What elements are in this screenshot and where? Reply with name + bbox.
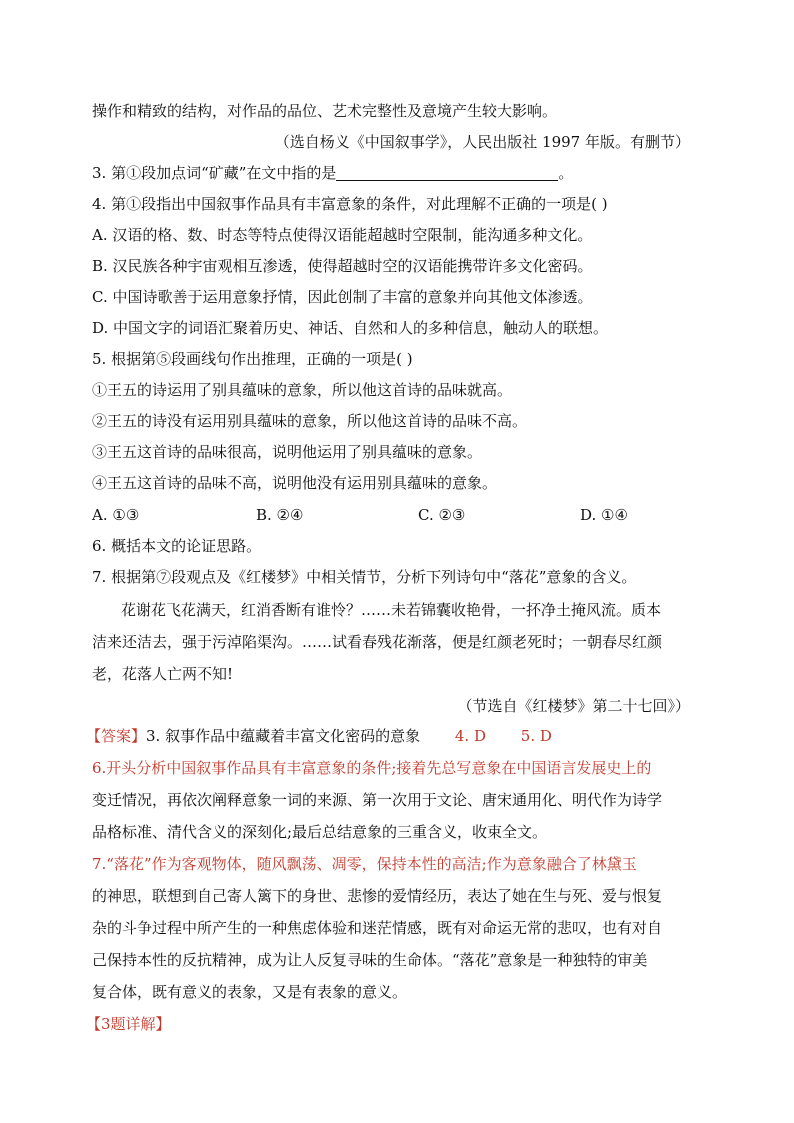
answer-blank[interactable] [336,166,558,181]
question-3-end: 。 [558,164,574,182]
source-citation: （选自杨义《中国叙事学》，人民出版社 1997 年版。有删节） [274,133,690,151]
answer-4: 4. D [454,727,486,745]
answer-row [86,726,552,746]
poem-line: 洁来还洁去，强于污淖陷渠沟。……试看春残花渐落，便是红颜老死时；一朝春尽红颜 [92,633,663,651]
answer-6-line: 变迁情况，再依次阐释意象一词的来源、第一次用于文论、唐宋通用化、明代作为诗学 [92,791,663,809]
answer-7-line: 杂的斗争过程中所产生的一种焦虑体验和迷茫情感，既有对命运无常的悲叹，也有对自 [92,919,663,937]
choice-d: D. ①④ [580,506,628,524]
question-4: 4. 第①段指出中国叙事作品具有丰富意象的条件，对此理解不正确的一项是( ) [92,195,608,213]
option-c: C. 中国诗歌善于运用意象抒情，因此创制了丰富的意象并向其他文体渗透。 [92,288,593,306]
answer-3: 3. 叙事作品中蕴藏着丰富文化密码的意象 [146,727,421,745]
statement-1: ①王五的诗运用了别具蕴味的意象，所以他这首诗的品味就高。 [92,381,513,399]
option-b: B. 汉民族各种宇宙观相互渗透，使得超越时空的汉语能携带许多文化密码。 [92,257,593,275]
question-7: 7. 根据第⑦段观点及《红楼梦》中相关情节，分析下列诗句中“落花”意象的含义。 [92,568,637,586]
text-line: 操作和精致的结构，对作品的品位、艺术完整性及意境产生较大影响。 [92,102,558,120]
statement-3: ③王五这首诗的品味很高，说明他运用了别具蕴味的意象。 [92,443,483,461]
choice-b: B. ②④ [256,506,304,524]
question-5-options [92,505,692,525]
answer-label: 【答案】 [86,727,147,745]
detail-heading: 【3题详解】 [86,1015,171,1033]
question-3 [92,163,573,183]
answer-7-line: 7.“落花”作为客观物体，随风飘荡、凋零，保持本性的高洁;作为意象融合了林黛玉 [92,855,637,873]
choice-a: A. ①③ [92,506,140,524]
question-3-text: 3. 第①段加点词“矿藏”在文中指的是 [92,164,337,182]
answer-5: 5. D [520,727,552,745]
answer-7-line: 复合体，既有意义的表象，又是有表象的意义。 [92,983,408,1001]
statement-2: ②王五的诗没有运用别具蕴味的意象，所以他这首诗的品味不高。 [92,412,528,430]
poem-line: 花谢花飞花满天，红消香断有谁怜？……未若锦囊收艳骨，一抔净土掩风流。质本 [121,601,662,619]
poem-line: 老，花落人亡两不知! [92,665,234,683]
statement-4: ④王五这首诗的品味不高，说明他没有运用别具蕴味的意象。 [92,474,498,492]
option-d: D. 中国文字的词语汇聚着历史、神话、自然和人的多种信息，触动人的联想。 [92,319,609,337]
answer-6-line: 6.开头分析中国叙事作品具有丰富意象的条件;接着先总写意象在中国语言发展史上的 [92,759,652,777]
option-a: A. 汉语的格、数、时态等特点使得汉语能超越时空限制，能沟通多种文化。 [92,226,593,244]
answer-7-line: 己保持本性的反抗精神，成为让人反复寻味的生命体。“落花”意象是一种独特的审美 [92,951,648,969]
answer-7-line: 的神思，联想到自己寄人篱下的身世、悲惨的爱情经历，表达了她在生与死、爱与恨复 [92,887,663,905]
poem-source: （节选自《红楼梦》第二十七回》） [457,697,690,715]
question-5: 5. 根据第⑤段画线句作出推理，正确的一项是( ) [92,350,413,368]
answer-6-line: 品格标准、清代含义的深刻化;最后总结意象的三重含义，收束全文。 [92,823,548,841]
choice-c: C. ②③ [418,506,466,524]
question-6: 6. 概括本文的论证思路。 [92,537,262,555]
